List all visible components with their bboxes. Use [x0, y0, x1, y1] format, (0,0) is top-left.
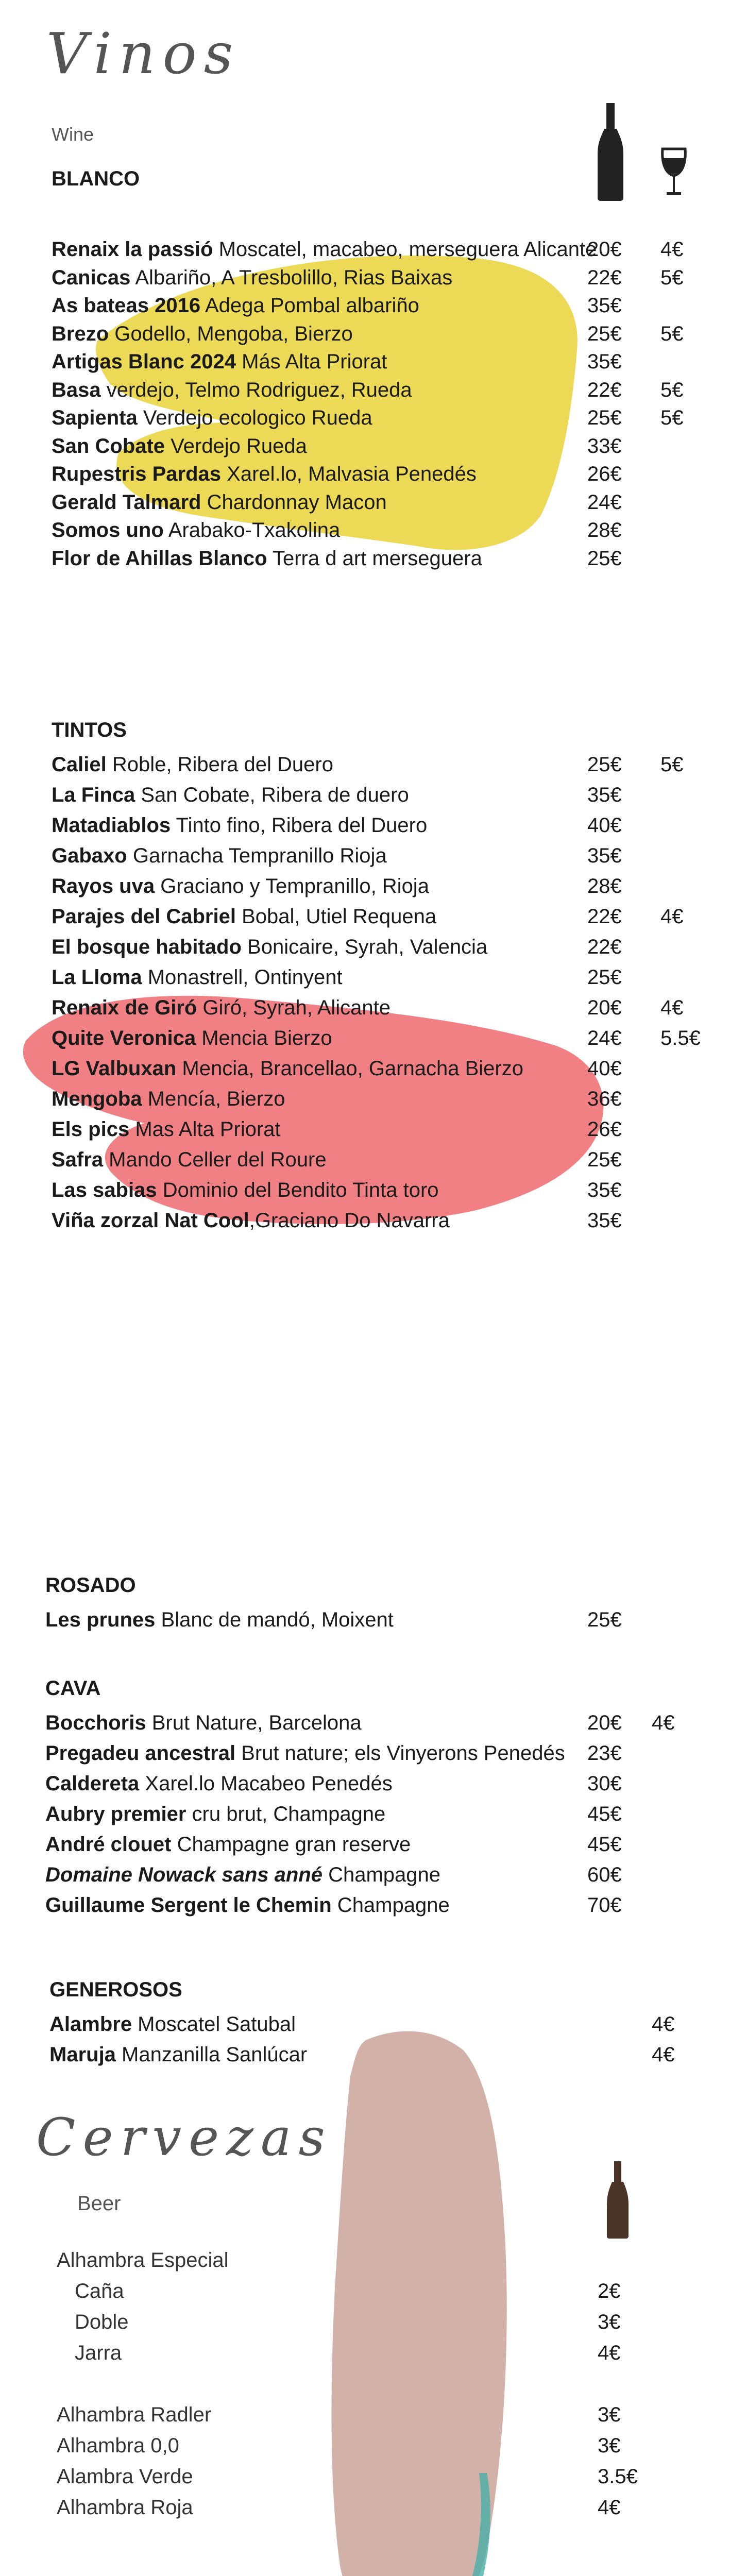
wine-item: [52, 515, 701, 545]
bottle-price: 30€: [587, 1772, 622, 1795]
beige-paint-stroke: [309, 2020, 525, 2576]
wine-description: Champagne gran reserve: [171, 1833, 411, 1856]
glass-price: 4€: [652, 2043, 675, 2066]
wine-item: [52, 347, 701, 377]
wine-name: Les prunes: [45, 1608, 156, 1631]
bottle-price: 23€: [587, 1742, 622, 1765]
bottle-price: 35€: [587, 294, 622, 317]
wine-name: Las sabias: [52, 1179, 157, 1201]
wine-item: [52, 1175, 701, 1205]
wine-name: Basa: [52, 378, 101, 401]
beer-price: 4€: [598, 2342, 621, 2364]
wine-name: Brezo: [52, 322, 109, 345]
wine-description: Graciano y Tempranillo, Rioja: [155, 875, 429, 897]
bottle-price: 25€: [587, 1148, 622, 1171]
beer-price: 2€: [598, 2280, 621, 2302]
generosos-header: GENEROSOS: [49, 1978, 182, 2001]
wine-description: Terra d art merseguera: [267, 547, 482, 570]
wine-item: [52, 291, 701, 320]
wine-item: [52, 932, 701, 962]
wine-name: Sapienta: [52, 406, 138, 429]
wine-description: Mando Celler del Roure: [103, 1148, 327, 1171]
bottle-price: 35€: [587, 350, 622, 373]
wine-name: Pregadeu ancestral: [45, 1742, 236, 1765]
glass-price: 5€: [660, 406, 684, 429]
beer-name: Alhambra 0,0: [57, 2434, 179, 2457]
wine-name: Rupestris Pardas: [52, 463, 222, 485]
glass-price: 5.5€: [660, 1027, 701, 1049]
tintos-header: TINTOS: [52, 719, 127, 741]
wine-item: [52, 1145, 701, 1175]
rosado-header: ROSADO: [45, 1574, 136, 1597]
wine-item: [52, 1054, 701, 1083]
bottle-price: 26€: [587, 1118, 622, 1141]
wine-description: Manzanilla Sanlúcar: [115, 2043, 308, 2066]
bottle-price: 25€: [587, 406, 622, 429]
bottle-price: 25€: [587, 547, 622, 570]
wine-description: Roble, Ribera del Duero: [106, 753, 333, 776]
bottle-price: 60€: [587, 1863, 622, 1886]
beer-price: 3.5€: [598, 2465, 638, 2488]
wine-description: verdejo, Telmo Rodriguez, Rueda: [100, 378, 412, 401]
wine-name: Gabaxo: [52, 844, 127, 867]
wine-item: [45, 1890, 694, 1920]
wine-description: Adega Pombal albariño: [200, 294, 419, 317]
wine-name: Gerald Talmard: [52, 490, 201, 514]
wine-name: Aubry premier: [45, 1803, 186, 1825]
wine-item: [52, 1206, 701, 1235]
bottle-price: 45€: [587, 1803, 622, 1825]
wine-description: Más Alta Priorat: [235, 350, 387, 373]
beer-name: Alhambra Roja: [57, 2496, 193, 2519]
bottle-price: 35€: [587, 784, 622, 806]
wine-name: André clouet: [45, 1833, 172, 1856]
glass-price: 5€: [660, 322, 684, 345]
wine-item: [52, 780, 701, 810]
wine-item: [52, 962, 701, 992]
wine-name: Flor de Ahillas Blanco: [52, 547, 267, 570]
wine-description: ,Graciano Do Navarra: [249, 1209, 450, 1232]
wine-item: [52, 234, 701, 264]
wine-bottle-icon: [595, 103, 626, 201]
bottle-price: 22€: [587, 936, 622, 958]
wine-description: San Cobate, Ribera de duero: [135, 784, 409, 806]
wine-name: Els pics: [52, 1118, 130, 1141]
wine-name: Caldereta: [45, 1772, 140, 1795]
wine-name: Renaix la passió: [52, 238, 213, 261]
wine-description: Mencia Bierzo: [196, 1027, 332, 1049]
glass-price: 4€: [660, 905, 684, 928]
bottle-price: 35€: [587, 844, 622, 867]
wine-description: cru brut, Champagne: [186, 1803, 386, 1825]
beer-name: Alambra Verde: [57, 2465, 193, 2488]
wine-name: Renaix de Giró: [52, 996, 197, 1019]
bottle-price: 25€: [587, 322, 622, 345]
beer-name: Alhambra Especial: [57, 2249, 229, 2272]
bottle-price: 22€: [587, 905, 622, 928]
wine-name: Viña zorzal Nat Cool: [52, 1209, 249, 1232]
wine-item: [52, 375, 701, 405]
wine-name: Mengoba: [52, 1088, 142, 1110]
wine-item: [52, 319, 701, 349]
beer-name: Doble: [75, 2311, 129, 2333]
wine-item: [52, 993, 701, 1023]
wine-item: [45, 1738, 694, 1768]
wine-name: Somos uno: [52, 519, 164, 541]
bottle-price: 22€: [587, 378, 622, 401]
wine-name: Safra: [52, 1148, 104, 1171]
bottle-price: 20€: [587, 1711, 622, 1734]
wine-item: [52, 544, 701, 573]
wine-item: [52, 403, 701, 433]
wine-item: [45, 1860, 694, 1890]
wine-name: Guillaume Sergent le Chemin: [45, 1894, 332, 1917]
wine-description: Champagne: [331, 1894, 450, 1917]
wine-description: Mencia, Brancellao, Garnacha Bierzo: [176, 1057, 523, 1080]
blanco-header: BLANCO: [52, 167, 140, 190]
wine-item: [52, 1023, 701, 1053]
beer-name: Caña: [75, 2280, 124, 2302]
wine-name: Bocchoris: [45, 1711, 146, 1734]
wine-description: Brut Nature, Barcelona: [146, 1711, 362, 1734]
wine-description: Xarel.lo, Malvasia Penedés: [221, 463, 477, 485]
glass-price: 4€: [652, 2013, 675, 2036]
wine-item: [52, 1114, 701, 1144]
wine-item: [52, 487, 701, 517]
wine-name: Domaine Nowack sans anné: [45, 1863, 322, 1886]
bottle-price: 24€: [587, 1027, 622, 1049]
wine-description: Moscatel Satubal: [132, 2013, 296, 2036]
beer-bottle-icon: [606, 2161, 630, 2239]
wine-name: La Finca: [52, 784, 135, 806]
wine-item: [45, 1605, 694, 1635]
wine-name: Quite Veronica: [52, 1027, 196, 1049]
wine-description: Monastrell, Ontinyent: [142, 966, 343, 989]
wine-item: [52, 431, 701, 461]
bottle-price: 40€: [587, 814, 622, 837]
wine-description: Xarel.lo Macabeo Penedés: [139, 1772, 393, 1795]
wine-description: Blanc de mandó, Moixent: [155, 1608, 394, 1631]
wine-description: Bobal, Utiel Requena: [235, 905, 437, 928]
wine-description: Brut nature; els Vinyerons Penedés: [235, 1742, 565, 1765]
bottle-price: 40€: [587, 1057, 622, 1080]
cava-header: CAVA: [45, 1677, 101, 1700]
bottle-price: 26€: [587, 463, 622, 485]
wine-name: El bosque habitado: [52, 936, 242, 958]
glass-price: 5€: [660, 753, 684, 776]
wine-description: Moscatel, macabeo, merseguera Alicante: [213, 238, 597, 261]
wine-item: [45, 1829, 694, 1859]
bottle-price: 28€: [587, 519, 622, 541]
wine-item: [52, 459, 701, 489]
cervezas-title: Cervezas: [36, 2107, 332, 2167]
beer-name: Jarra: [75, 2342, 122, 2364]
bottle-price: 25€: [587, 753, 622, 776]
wine-name: As bateas 2016: [52, 294, 201, 317]
beer-price: 4€: [598, 2496, 621, 2519]
wine-name: San Cobate: [52, 434, 165, 457]
wine-description: Tinto fino, Ribera del Duero: [171, 814, 428, 837]
wine-item: [49, 2009, 699, 2039]
wine-name: Rayos uva: [52, 875, 155, 897]
beer-price: 3€: [598, 2311, 621, 2333]
wine-name: Canicas: [52, 266, 131, 289]
wine-glass-icon: [658, 147, 689, 198]
glass-price: 5€: [660, 378, 684, 401]
wine-item: [52, 1084, 701, 1114]
wine-description: Bonicaire, Syrah, Valencia: [241, 936, 488, 958]
bottle-price: 35€: [587, 1179, 622, 1201]
glass-price: 4€: [660, 238, 684, 261]
wine-name: Maruja: [49, 2043, 116, 2066]
wine-name: La Lloma: [52, 966, 142, 989]
wine-item: [45, 1799, 694, 1829]
wine-description: Garnacha Tempranillo Rioja: [127, 844, 387, 867]
bottle-price: 33€: [587, 434, 622, 457]
wine-name: Caliel: [52, 753, 107, 776]
wine-item: [52, 841, 701, 871]
wine-item: [52, 263, 701, 293]
wine-description: Godello, Mengoba, Bierzo: [109, 322, 353, 345]
bottle-price: 36€: [587, 1088, 622, 1110]
bottle-price: 45€: [587, 1833, 622, 1856]
wine-item: [45, 1708, 694, 1738]
wine-item: [45, 1769, 694, 1799]
cervezas-subtitle: Beer: [77, 2192, 121, 2215]
bottle-price: 24€: [587, 490, 622, 514]
wine-description: Albariño, A Tresbolillo, Rias Baixas: [130, 266, 453, 289]
wine-item: [52, 810, 701, 840]
wine-description: Mencía, Bierzo: [142, 1088, 285, 1110]
wine-description: Verdejo Rueda: [165, 434, 307, 457]
wine-item: [49, 2040, 699, 2070]
glass-price: 4€: [652, 1711, 675, 1734]
glass-price: 5€: [660, 266, 684, 289]
wine-item: [52, 902, 701, 931]
wine-name: Alambre: [49, 2013, 132, 2036]
bottle-price: 20€: [587, 996, 622, 1019]
wine-name: Artigas Blanc 2024: [52, 350, 236, 373]
wine-description: Arabako-Txakolina: [163, 519, 341, 541]
wine-description: Giró, Syrah, Alicante: [197, 996, 391, 1019]
vinos-title: Vinos: [46, 21, 241, 87]
bottle-price: 28€: [587, 875, 622, 897]
wine-description: Mas Alta Priorat: [129, 1118, 281, 1141]
beer-name: Alhambra Radler: [57, 2403, 212, 2426]
wine-name: Parajes del Cabriel: [52, 905, 236, 928]
vinos-subtitle: Wine: [52, 124, 94, 145]
bottle-price: 20€: [587, 238, 622, 261]
wine-item: [52, 871, 701, 901]
bottle-price: 22€: [587, 266, 622, 289]
bottle-price: 70€: [587, 1894, 622, 1917]
bottle-price: 25€: [587, 966, 622, 989]
beer-price: 3€: [598, 2434, 621, 2457]
beer-price: 3€: [598, 2403, 621, 2426]
wine-item: [52, 750, 701, 779]
wine-name: Matadiablos: [52, 814, 171, 837]
wine-description: Verdejo ecologico Rueda: [137, 406, 372, 429]
wine-description: Chardonnay Macon: [201, 490, 387, 514]
bottle-price: 25€: [587, 1608, 622, 1631]
glass-price: 4€: [660, 996, 684, 1019]
bottle-price: 35€: [587, 1209, 622, 1232]
wine-name: LG Valbuxan: [52, 1057, 177, 1080]
wine-description: Dominio del Bendito Tinta toro: [157, 1179, 439, 1201]
wine-description: Champagne: [322, 1863, 441, 1886]
